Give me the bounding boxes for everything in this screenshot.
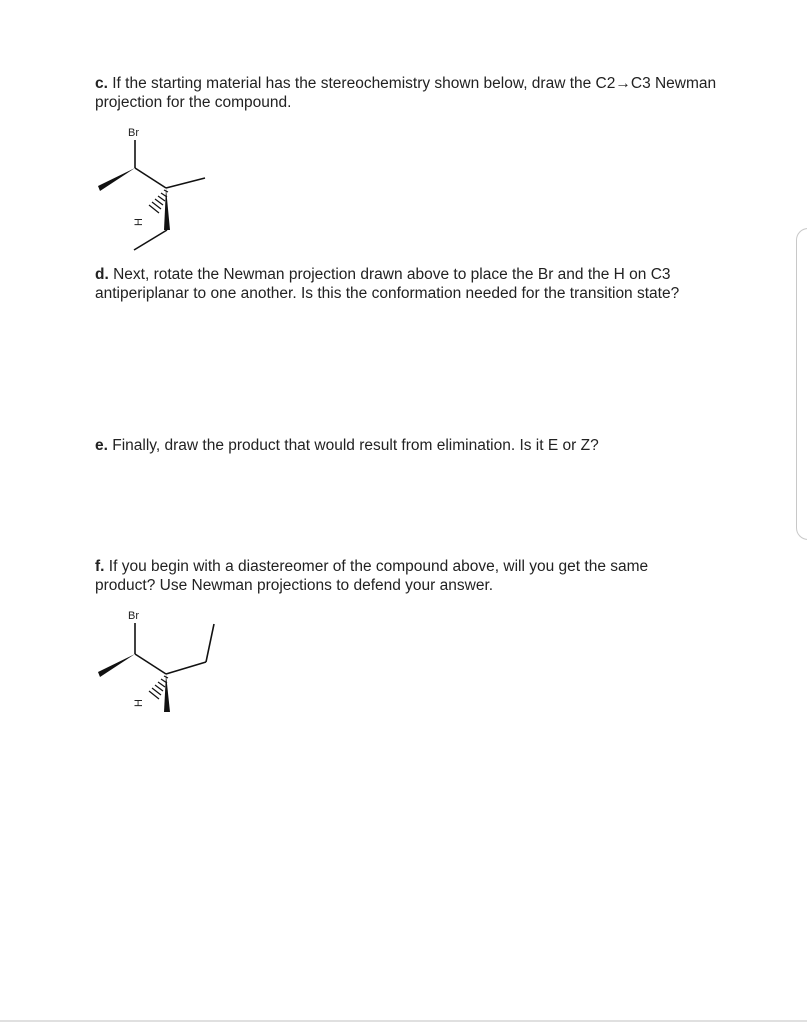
question-c [95, 74, 735, 112]
question-c-text: If the starting material has the stereochemistry shown below, draw the C2→C3 Newman projection for the compound. [95, 75, 717, 111]
question-d-letter: d. [95, 266, 109, 283]
question-c-letter: c. [95, 75, 108, 92]
br-label: Br [128, 127, 139, 139]
wedge-c2-methyl [98, 168, 135, 191]
h-label: H [133, 218, 145, 226]
question-e-text: Finally, draw the product that would result from elimination. Is it E or Z? [107, 437, 599, 454]
question-d-text: Next, rotate the Newman projection drawn above to place the Br and the H on C3 antiperiplanar to one another. Is this the conformation needed for the transition state? [95, 266, 680, 302]
bond-c2-c3 [135, 654, 166, 674]
question-f-letter: f. [95, 558, 105, 575]
h-label: H [133, 699, 145, 707]
br-label: Br [128, 610, 139, 622]
bond-ethyl-methyl [206, 624, 214, 662]
question-e [95, 436, 735, 455]
question-d [95, 265, 705, 303]
wedge-c3-methyl [164, 674, 170, 712]
question-f-text: If you begin with a diastereomer of the compound above, will you get the same product? Use Newman projections to defend your answer. [95, 558, 649, 594]
bond-c3-ethyl [166, 662, 206, 674]
structure-diastereomer [90, 602, 230, 717]
bond-ethyl-methyl [134, 230, 167, 250]
question-f [95, 557, 675, 595]
wedge-c2-methyl [98, 654, 135, 677]
wedge-c3-ethyl [164, 188, 170, 230]
side-scroll-tab[interactable] [796, 228, 807, 540]
bond-c3-methyl [166, 178, 205, 188]
bond-c2-c3 [135, 168, 166, 188]
page-bottom-divider [0, 1020, 807, 1022]
structure-starting-material [90, 120, 220, 260]
question-e-letter: e. [95, 437, 108, 454]
